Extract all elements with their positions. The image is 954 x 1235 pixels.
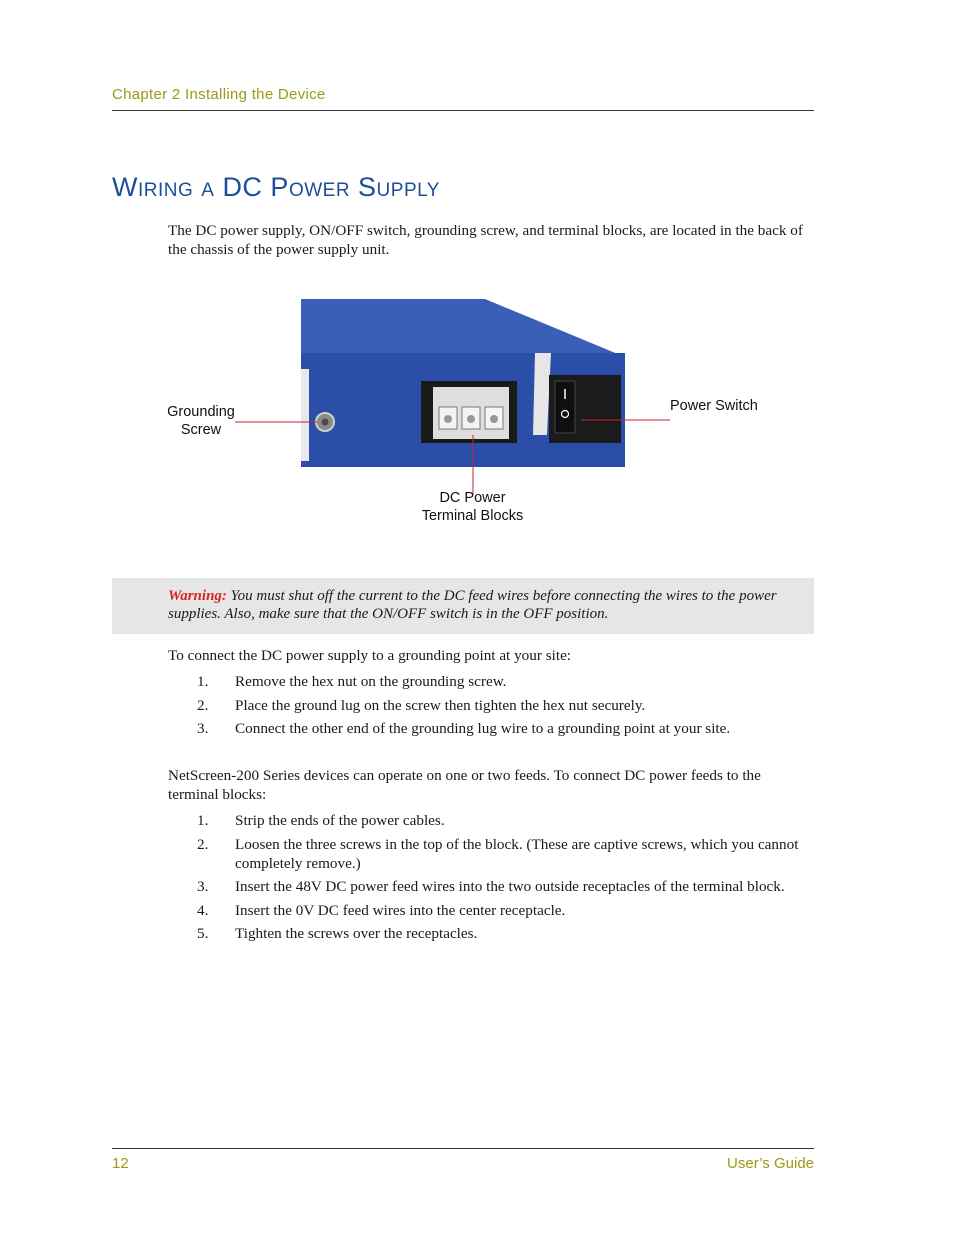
chassis-edge [301,369,309,461]
guide-title: User’s Guide [727,1155,814,1172]
list-item: 2. Place the ground lug on the screw then tighten the hex nut securely. [197,696,646,714]
grounding-steps-list [168,672,814,743]
intro-paragraph: The DC power supply, ON/OFF switch, grounding screw, and terminal blocks, are located in the back of the chassis of the power supply unit. [168,222,803,258]
power-switch-shape [555,381,575,433]
list-item: 2. Loosen the three screws in the top of the block. (These are captive screws, which you cannot completely remove.) [197,835,799,872]
warning-box [112,578,814,634]
page-number: 12 [112,1155,129,1172]
list-item: 1. Remove the hex nut on the grounding screw. [197,673,507,690]
chassis-top [301,299,625,357]
grounding-screw-label: Grounding Screw [167,404,235,438]
list-item: 1. Strip the ends of the power cables. [197,812,445,829]
feeds-steps-list [168,811,814,948]
dc-terminal-blocks-label: DC Power Terminal Blocks [421,490,524,524]
list-item: 3. Insert the 48V DC power feed wires into the two outside receptacles of the terminal block. [197,878,785,895]
footer-rule [112,1148,814,1149]
feeds-intro: NetScreen-200 Series devices can operate on one or two feeds. To connect DC power feeds to the terminal blocks: [168,767,761,803]
warning-label: Warning: [168,588,227,604]
header-rule [112,110,814,111]
list-item: 4. Insert the 0V DC feed wires into the center receptacle. [197,901,566,919]
dc-power-supply-figure [155,295,795,535]
list-item: 5. Tighten the screws over the receptacles. [197,925,478,942]
power-switch-label: Power Switch [670,398,758,414]
running-header: Chapter 2 Installing the Device [112,86,326,103]
list-item: 3. Connect the other end of the grounding lug wire to a grounding point at your site. [197,720,731,737]
grounding-intro: To connect the DC power supply to a grounding point at your site: [168,647,572,664]
warning-text: Warning: You must shut off the current to the DC feed wires before connecting the wires to the power supplies. Also, make sure that the ON/OFF switch is in the OFF position. [168,588,777,622]
section-title: Wiring a DC Power Supply [112,172,440,202]
